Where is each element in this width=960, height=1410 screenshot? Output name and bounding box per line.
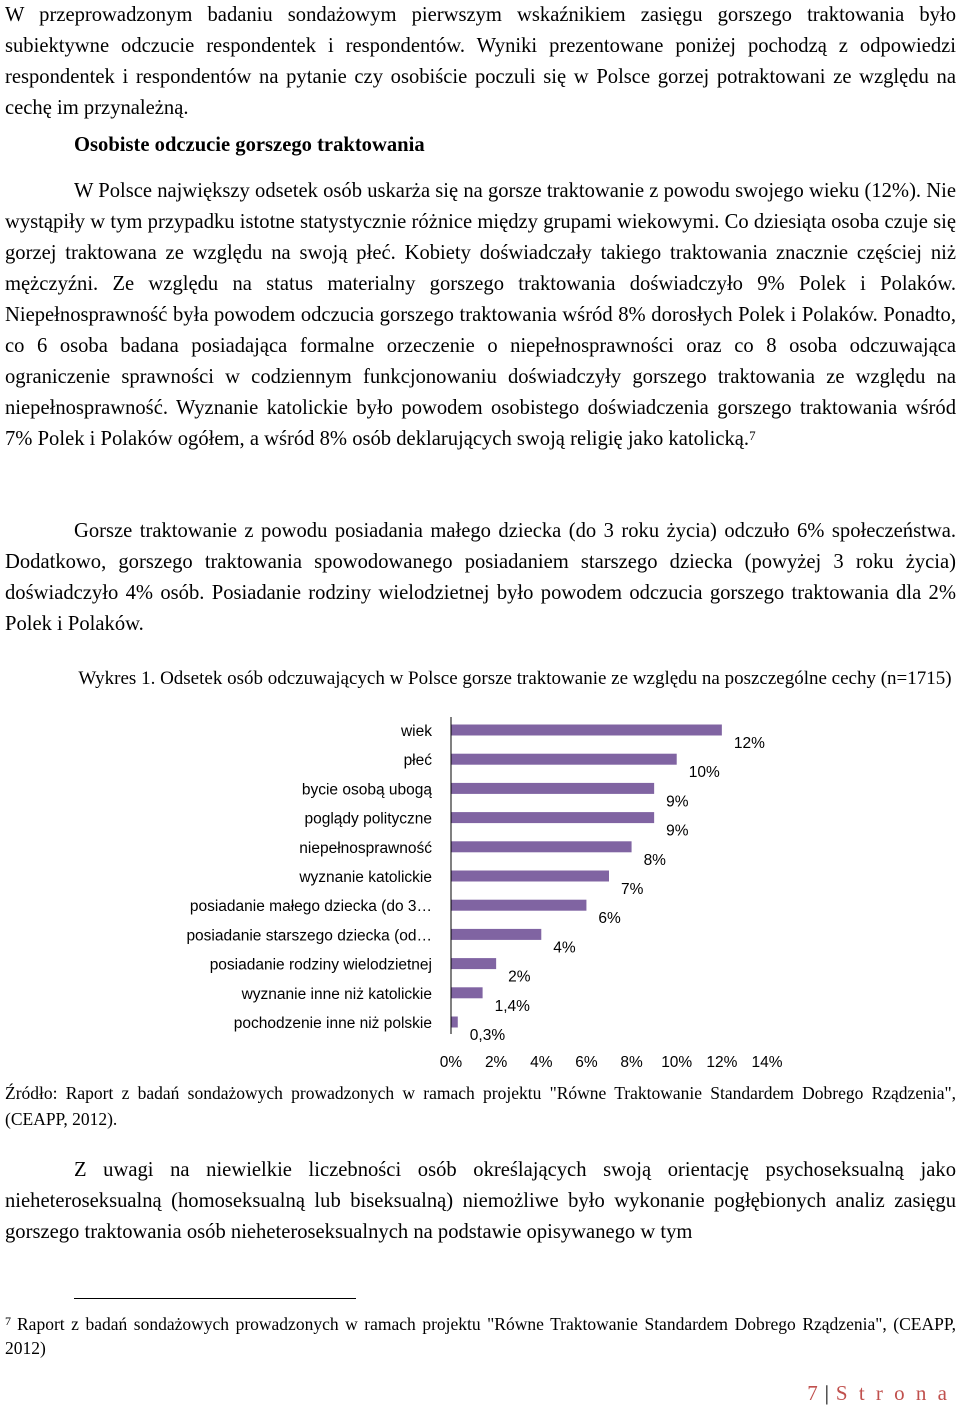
footnote-separator xyxy=(74,1298,356,1299)
bar xyxy=(451,783,654,794)
x-tick-label: 4% xyxy=(530,1054,553,1071)
category-label: posiadanie małego dziecka (do 3… xyxy=(189,898,432,916)
body-paragraph-3: Z uwagi na niewielkie liczebności osób określających swoją orientację psychoseksualną jako nieheteroseksualną (homoseksualną lub biseksualną) niemożliwe było wykonanie pogłębionych analiz zasięgu gorszego traktowania osób nieheteroseksualnych na podstawie opisywanego w tym xyxy=(5,1159,956,1243)
data-label: 8% xyxy=(643,851,666,869)
bar xyxy=(451,900,586,911)
x-tick-label: 8% xyxy=(620,1054,643,1071)
bar xyxy=(451,987,483,998)
body-paragraph-2: Gorsze traktowanie z powodu posiadania małego dziecka (do 3 roku życia) odczuło 6% społeczeństwa. Dodatkowo, gorszego traktowania spowodowanego posiadaniem starszego dziecka (powyżej 3 roku życia) doświadczyło 4% osób. Posiadanie rodziny wielodzietnej było powodem odczucia gorszego traktowania dla 2% Polek i Polaków. xyxy=(5,520,956,635)
footnote-text: Raport z badań sondażowych prowadzonych w ramach projektu "Równe Traktowanie Standardem Dobrego Rządzenia", (CEAPP, 2012) xyxy=(5,1314,956,1358)
section-heading: Osobiste odczucie gorszego traktowania xyxy=(74,134,425,156)
source-note: Źródło: Raport z badań sondażowych prowadzonych w ramach projektu "Równe Traktowanie Standardem Dobrego Rządzenia", (CEAPP, 2012). xyxy=(5,1083,956,1129)
data-label: 9% xyxy=(666,822,689,840)
page-number xyxy=(807,1381,950,1406)
category-label: poglądy polityczne xyxy=(304,810,432,828)
category-label: posiadanie starszego dziecka (od… xyxy=(186,927,432,945)
category-label: pochodzenie inne niż polskie xyxy=(233,1015,432,1032)
x-tick-label: 12% xyxy=(706,1054,738,1071)
data-label: 6% xyxy=(598,910,621,928)
bar xyxy=(451,1017,458,1028)
body-paragraph-1-text: W Polsce największy odsetek osób uskarża się na gorsze traktowanie z powodu swojego wieku (12%). Nie wystąpiły w tym przypadku istotne statystycznie różnice między grupami wiekowymi. Co dziesiąta osoba czuje się gorzej traktowana ze względu na swoją płeć. Kobiety doświadczały takiego traktowania znacznie częściej niż mężczyźni. Ze względu na status materialny gorszego traktowania doświadczyło 9% Polek i Polaków. Niepełnosprawność była powodem odczucia gorszego traktowania wśród 8% dorosłych Polek i Polaków. Ponadto, co 6 osoba badana posiadająca formalne orzeczenie o niepełnosprawności oraz co 8 osoba odczuwająca ograniczenie sprawności w codziennym funkcjonowaniu doświadczyły gorszego traktowania ze względu na niepełnosprawność. Wyznanie katolickie było powodem osobistego doświadczenia gorszego traktowania wśród 7% Polek i Polaków ogółem, a wśród 8% osób deklarujących swoją religię jako katolicką. xyxy=(5,180,956,450)
data-label: 1,4% xyxy=(494,997,530,1015)
bar xyxy=(451,958,496,969)
page-number-separator: | xyxy=(824,1381,832,1405)
category-label: płeć xyxy=(403,752,432,770)
category-label: wyznanie inne niż katolickie xyxy=(241,985,432,1003)
footnote-reference[interactable]: 7 xyxy=(749,428,756,443)
data-label: 10% xyxy=(688,764,720,782)
footnote-number: 7 xyxy=(5,1314,11,1328)
chart-title: Wykres 1. Odsetek osób odczuwających w Polsce gorsze traktowanie ze względu na poszczególne cechy (n=1715) xyxy=(78,668,952,689)
x-tick-label: 0% xyxy=(439,1054,463,1071)
data-label: 0,3% xyxy=(469,1027,506,1044)
category-label: wiek xyxy=(400,723,432,740)
bar xyxy=(451,812,654,823)
x-tick-label: 10% xyxy=(661,1054,693,1071)
data-label: 9% xyxy=(666,793,689,811)
bar xyxy=(451,841,632,852)
bar-chart xyxy=(0,715,960,1075)
body-paragraph-1 xyxy=(5,176,956,455)
data-label: 12% xyxy=(733,735,765,752)
category-label: wyznanie katolickie xyxy=(299,869,432,886)
x-tick-label: 6% xyxy=(575,1054,598,1071)
x-tick-label: 14% xyxy=(751,1054,783,1071)
bar xyxy=(451,929,541,940)
bar xyxy=(451,754,677,765)
page-number-value: 7 xyxy=(807,1381,821,1405)
bar xyxy=(451,725,722,736)
category-label: niepełnosprawność xyxy=(299,839,432,857)
footnote xyxy=(5,1312,956,1360)
category-label: posiadanie rodziny wielodzietnej xyxy=(209,956,432,974)
x-tick-label: 2% xyxy=(484,1054,508,1071)
data-label: 4% xyxy=(553,939,576,957)
intro-paragraph: W przeprowadzonym badaniu sondażowym pierwszym wskaźnikiem zasięgu gorszego traktowania było subiektywne odczucie respondentek i respondentów. Wyniki prezentowane poniżej pochodzą z odpowiedzi respondentek i respondentów na pytanie czy osobiście poczuli się w Polsce gorzej potraktowani ze względu na cechę im przynależną. xyxy=(5,4,956,119)
page-number-word: S t r o n a xyxy=(835,1381,950,1405)
bar xyxy=(451,871,609,882)
data-label: 2% xyxy=(508,968,531,986)
category-label: bycie osobą ubogą xyxy=(301,781,432,799)
data-label: 7% xyxy=(621,881,644,898)
